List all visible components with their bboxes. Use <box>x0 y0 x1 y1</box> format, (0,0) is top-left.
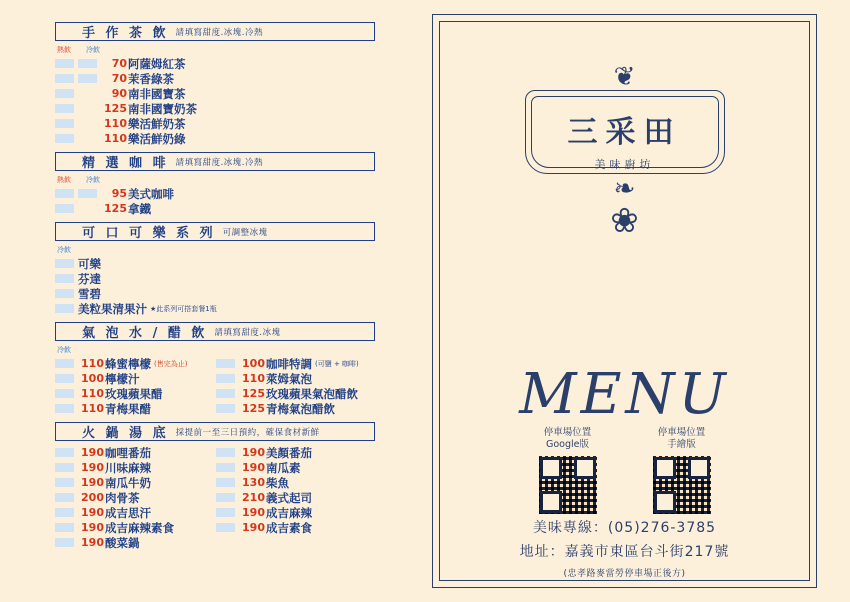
item-price: 125 <box>242 402 265 415</box>
hot-checkbox[interactable] <box>55 74 74 83</box>
cold-checkbox[interactable] <box>78 59 97 68</box>
item-column-right <box>216 445 375 550</box>
menu-item-row <box>55 535 216 550</box>
menu-heading: MENU <box>519 362 730 427</box>
section-coke <box>55 222 375 316</box>
item-price: 110 <box>81 402 104 415</box>
section-header <box>55 422 375 441</box>
item-price: 130 <box>242 476 265 489</box>
hot-cold-labels <box>57 175 375 185</box>
menu-item-row <box>55 71 375 86</box>
qr-caption-line1: 停車場位置 <box>543 427 592 438</box>
item-name: 南瓜素 <box>266 460 301 475</box>
item-name: 成吉思汗 <box>105 505 151 520</box>
section-sparkling-vinegar <box>55 322 375 416</box>
item-checkbox[interactable] <box>55 389 74 398</box>
item-name: 青梅果醋 <box>105 401 151 416</box>
contact-phone: 美味專線：(05)276-3785 <box>532 520 717 536</box>
qr-caption-line2: 手繪版 <box>667 439 696 450</box>
item-name: 川味麻辣 <box>105 460 151 475</box>
item-price: 100 <box>242 357 265 370</box>
section-header <box>55 22 375 41</box>
section-note: 採提前一至三日預約，確保食材新鮮 <box>175 427 320 438</box>
section-title: 手 作 茶 飲 <box>82 26 169 41</box>
cold-checkbox[interactable] <box>55 259 74 268</box>
section-header <box>55 322 375 341</box>
item-checkbox[interactable] <box>216 478 235 487</box>
menu-item-row <box>55 475 216 490</box>
flourish-scroll-icon: ❀ <box>610 201 639 241</box>
menu-item-row <box>55 301 375 316</box>
contact-block <box>440 517 809 579</box>
menu-item-row <box>55 505 216 520</box>
item-price: 110 <box>104 132 127 145</box>
item-checkbox[interactable] <box>55 404 74 413</box>
item-checkbox[interactable] <box>55 478 74 487</box>
hot-cold-labels <box>57 45 375 55</box>
item-name: 樂活鮮奶茶 <box>128 116 186 131</box>
cold-checkbox[interactable] <box>55 104 74 113</box>
item-list <box>55 56 375 146</box>
item-checkbox[interactable] <box>55 359 74 368</box>
item-name: 義式起司 <box>266 490 312 505</box>
section-header <box>55 222 375 241</box>
brand-box <box>525 90 725 174</box>
hot-label: 熱飲 <box>57 46 71 54</box>
flourish-bottom-icon: ❧ <box>613 174 636 204</box>
spacer <box>78 104 97 113</box>
qr-caption-line1: 停車場位置 <box>657 427 706 438</box>
item-checkbox[interactable] <box>216 404 235 413</box>
item-price: 190 <box>81 521 104 534</box>
item-price: 190 <box>81 506 104 519</box>
cold-checkbox[interactable] <box>55 204 74 213</box>
panel-inner-border <box>439 21 810 581</box>
cold-checkbox[interactable] <box>55 119 74 128</box>
section-note: 請填寫甜度.冰塊 <box>214 327 281 338</box>
section-title: 火 鍋 湯 底 <box>82 426 169 441</box>
spacer <box>78 204 97 213</box>
item-price: 110 <box>81 357 104 370</box>
item-price: 190 <box>242 521 265 534</box>
menu-item-row <box>55 131 375 146</box>
menu-right-panel <box>432 14 817 588</box>
menu-item-row <box>55 286 375 301</box>
qr-code-icon[interactable] <box>651 454 713 516</box>
item-note: (售完為止) <box>154 359 188 368</box>
item-name: 萊姆氣泡 <box>266 371 312 386</box>
qr-section <box>440 427 809 516</box>
menu-item-row <box>55 520 216 535</box>
item-checkbox[interactable] <box>55 463 74 472</box>
section-header <box>55 152 375 171</box>
spacer <box>78 134 97 143</box>
item-name: 青梅氣泡醋飲 <box>266 401 335 416</box>
menu-item-row <box>216 401 375 416</box>
item-checkbox[interactable] <box>216 523 235 532</box>
hot-cold-labels <box>57 345 375 355</box>
item-checkbox[interactable] <box>216 463 235 472</box>
item-name: 可樂 <box>78 256 101 271</box>
section-tea <box>55 22 375 146</box>
item-name: 成吉素食 <box>266 520 312 535</box>
menu-item-row <box>55 186 375 201</box>
section-title: 可 口 可 樂 系 列 <box>82 226 216 241</box>
item-checkbox[interactable] <box>55 523 74 532</box>
item-checkbox[interactable] <box>55 374 74 383</box>
item-checkbox[interactable] <box>55 493 74 502</box>
menu-item-row <box>55 386 216 401</box>
section-note: 請填寫甜度.冰塊.冷熱 <box>175 157 263 168</box>
item-checkbox[interactable] <box>55 508 74 517</box>
cold-label: 冷飲 <box>86 46 100 54</box>
item-price: 190 <box>81 536 104 549</box>
cold-label: 冷飲 <box>86 176 100 184</box>
menu-item-row <box>55 201 375 216</box>
cold-checkbox[interactable] <box>55 274 74 283</box>
item-name: 拿鐵 <box>128 201 151 216</box>
spacer <box>78 89 97 98</box>
menu-item-row <box>55 445 216 460</box>
item-price: 125 <box>104 202 127 215</box>
item-name: 阿薩姆紅茶 <box>128 56 186 71</box>
hot-checkbox[interactable] <box>55 59 74 68</box>
item-checkbox[interactable] <box>55 538 74 547</box>
menu-item-row <box>55 460 216 475</box>
section-coffee <box>55 152 375 216</box>
menu-item-row <box>216 490 375 505</box>
item-list <box>55 186 375 216</box>
qr-caption-line2: Google版 <box>545 439 589 450</box>
item-name: 玫瑰蘋果氣泡醋飲 <box>266 386 358 401</box>
item-name: 美粒果清果汁 <box>78 301 147 316</box>
section-note: 請填寫甜度.冰塊.冷熱 <box>175 27 263 38</box>
item-name: 雪碧 <box>78 286 101 301</box>
cold-label: 冷飲 <box>57 246 71 254</box>
menu-item-row <box>216 460 375 475</box>
item-checkbox[interactable] <box>55 448 74 457</box>
item-checkbox[interactable] <box>216 493 235 502</box>
qr-block-google <box>537 427 599 516</box>
item-name: 咖哩番茄 <box>105 445 151 460</box>
flourish-top-icon: ❦ <box>613 62 636 92</box>
qr-block-handdrawn <box>651 427 713 516</box>
item-note: (可鹽 + 咖啡) <box>315 359 359 368</box>
item-price: 90 <box>111 87 127 100</box>
item-column-left <box>55 356 216 416</box>
item-list <box>55 256 375 316</box>
brand-logo <box>440 62 809 241</box>
qr-code-icon[interactable] <box>537 454 599 516</box>
item-name: 酸菜鍋 <box>105 535 140 550</box>
menu-item-row <box>216 475 375 490</box>
cold-checkbox[interactable] <box>55 289 74 298</box>
brand-name: 三采田 <box>567 115 682 150</box>
item-name: 南非國寶奶茶 <box>128 101 197 116</box>
item-price: 190 <box>242 446 265 459</box>
item-price: 190 <box>81 461 104 474</box>
cold-checkbox[interactable] <box>78 189 97 198</box>
item-price: 190 <box>81 476 104 489</box>
item-price: 70 <box>111 72 127 85</box>
hot-cold-labels <box>57 245 375 255</box>
menu-item-row <box>55 101 375 116</box>
section-note: 可調整冰塊 <box>222 227 268 238</box>
item-name: 南非國寶茶 <box>128 86 186 101</box>
section-hotpot-base <box>55 422 375 550</box>
item-note: ★此系列可搭套餐1瓶 <box>150 304 217 313</box>
item-price: 95 <box>111 187 127 200</box>
item-name: 芬達 <box>78 271 101 286</box>
section-title: 氣 泡 水 / 醋 飲 <box>82 326 208 341</box>
item-name: 成吉麻辣素食 <box>105 520 174 535</box>
item-list <box>55 356 375 416</box>
cold-checkbox[interactable] <box>78 74 97 83</box>
hot-checkbox[interactable] <box>55 189 74 198</box>
item-price: 125 <box>104 102 127 115</box>
menu-item-row <box>55 116 375 131</box>
item-name: 成吉麻辣 <box>266 505 312 520</box>
menu-item-row <box>55 86 375 101</box>
item-name: 蜂蜜檸檬 <box>105 356 151 371</box>
menu-item-row <box>55 271 375 286</box>
item-name: 玫瑰蘋果醋 <box>105 386 163 401</box>
item-price: 200 <box>81 491 104 504</box>
item-price: 125 <box>242 387 265 400</box>
menu-item-row <box>216 371 375 386</box>
contact-note: (忠孝路麥當勞停車場正後方) <box>563 569 686 579</box>
item-checkbox[interactable] <box>216 359 235 368</box>
item-price: 100 <box>81 372 104 385</box>
menu-item-row <box>55 490 216 505</box>
contact-address: 地址：嘉義市東區台斗街217號 <box>519 544 730 560</box>
hot-label: 熱飲 <box>57 176 71 184</box>
item-name: 美式咖啡 <box>128 186 174 201</box>
item-price: 110 <box>81 387 104 400</box>
item-name: 茉香綠茶 <box>128 71 174 86</box>
cold-checkbox[interactable] <box>55 89 74 98</box>
item-price: 110 <box>242 372 265 385</box>
item-name: 柴魚 <box>266 475 289 490</box>
menu-item-row <box>55 256 375 271</box>
item-price: 190 <box>81 446 104 459</box>
item-column-left <box>55 445 216 550</box>
section-title: 精 選 咖 啡 <box>82 156 169 171</box>
menu-item-row <box>55 356 216 371</box>
spacer <box>78 119 97 128</box>
menu-item-row <box>216 520 375 535</box>
item-checkbox[interactable] <box>216 508 235 517</box>
cold-checkbox[interactable] <box>55 134 74 143</box>
item-checkbox[interactable] <box>216 389 235 398</box>
item-price: 70 <box>111 57 127 70</box>
menu-item-row <box>216 386 375 401</box>
item-checkbox[interactable] <box>216 448 235 457</box>
menu-item-row <box>216 356 375 371</box>
menu-item-row <box>216 445 375 460</box>
item-name: 南瓜牛奶 <box>105 475 151 490</box>
item-price: 210 <box>242 491 265 504</box>
menu-item-row <box>216 505 375 520</box>
menu-item-row <box>55 56 375 71</box>
item-price: 190 <box>242 506 265 519</box>
cold-label: 冷飲 <box>57 346 71 354</box>
item-name: 樂活鮮奶綠 <box>128 131 186 146</box>
menu-item-row <box>55 401 216 416</box>
item-name: 檸檬汁 <box>105 371 140 386</box>
menu-item-row <box>55 371 216 386</box>
item-checkbox[interactable] <box>216 374 235 383</box>
menu-left-column <box>55 22 375 556</box>
brand-subtitle: 美味廚坊 <box>594 158 655 171</box>
item-price: 110 <box>104 117 127 130</box>
item-name: 肉骨茶 <box>105 490 140 505</box>
item-price: 190 <box>242 461 265 474</box>
cold-checkbox[interactable] <box>55 304 74 313</box>
item-list <box>55 445 375 550</box>
item-name: 美顏番茄 <box>266 445 312 460</box>
item-name: 咖啡特調 <box>266 356 312 371</box>
item-column-right <box>216 356 375 416</box>
